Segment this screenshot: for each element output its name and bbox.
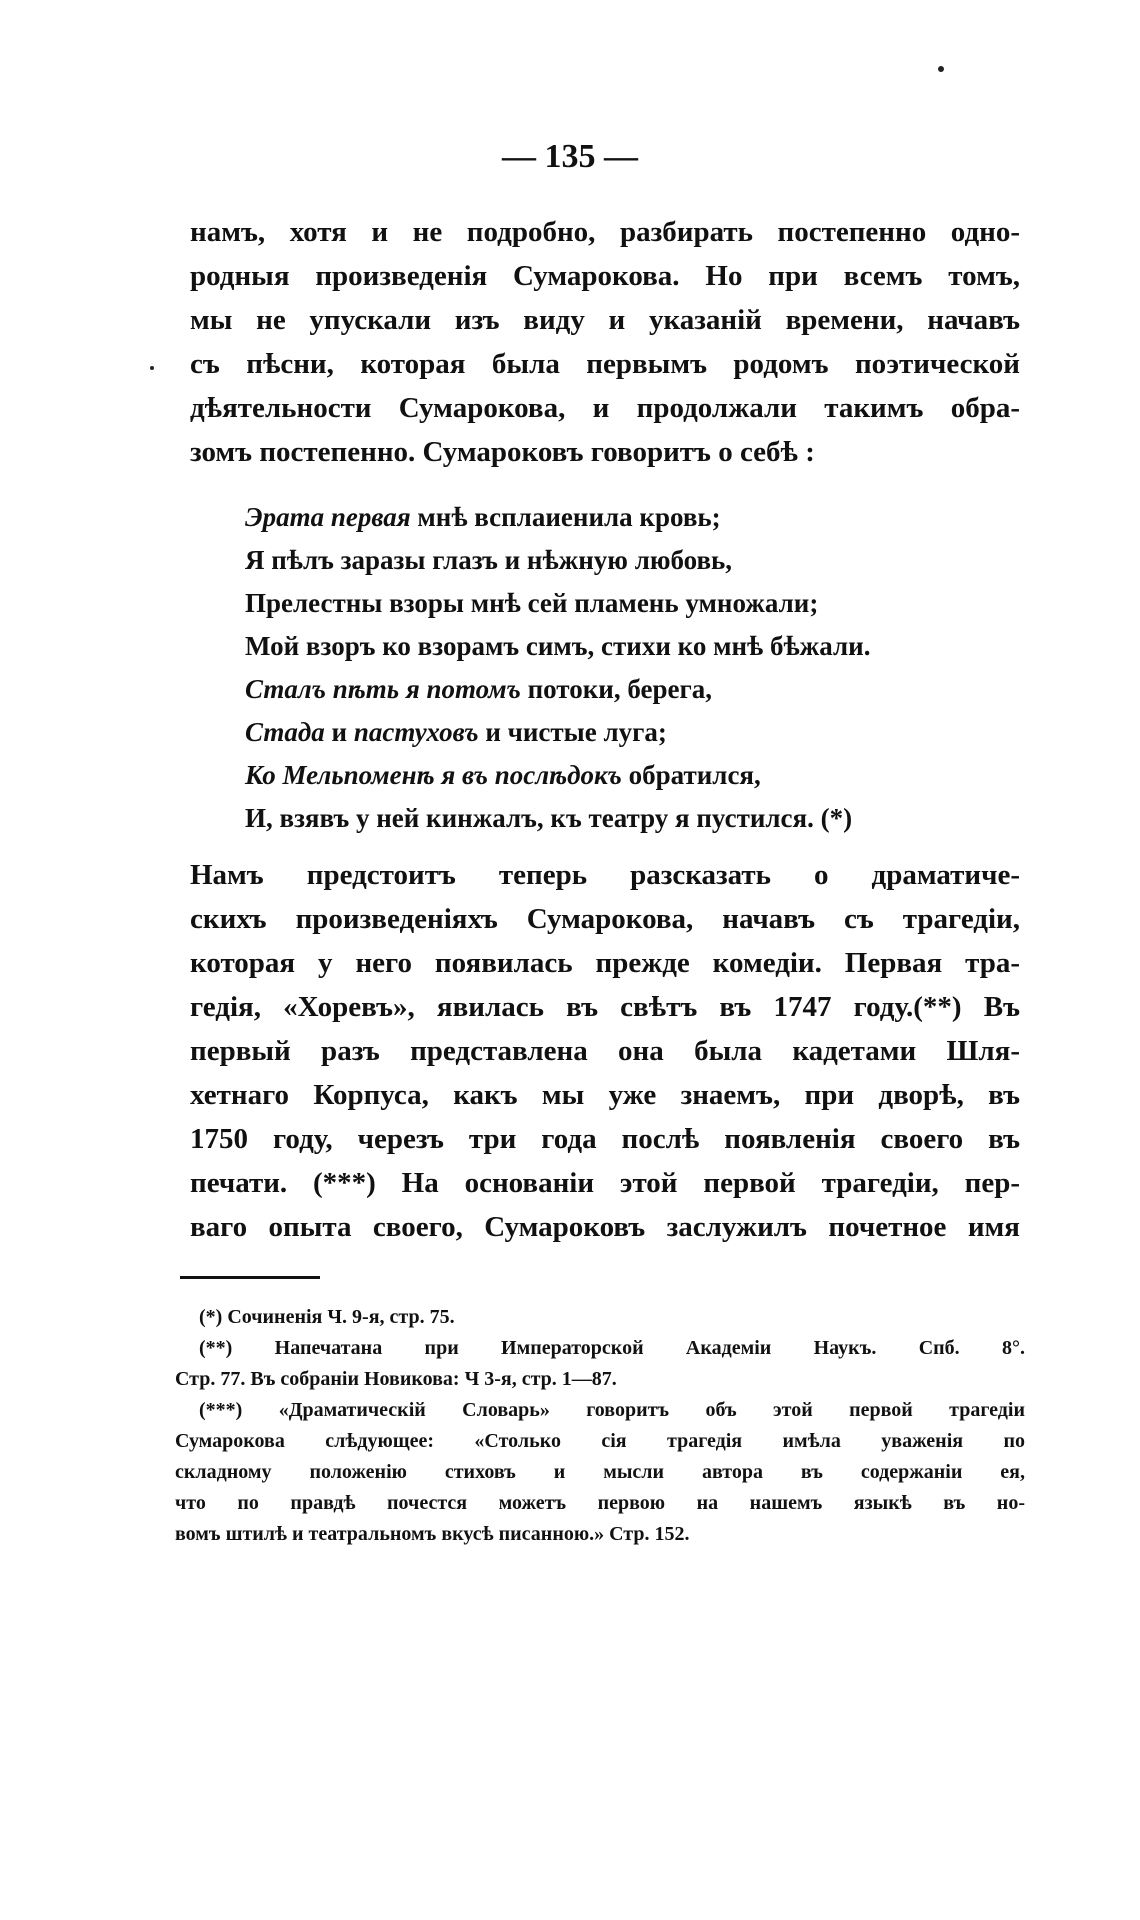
verse-text: Я пѣлъ заразы глазъ и нѣжную любовь, [245, 545, 733, 575]
footnote-line: Сумарокова слѣдующее: «Столько сія трагедія имѣла уваженія по [175, 1430, 1025, 1452]
verse-text: И, взявъ у ней кинжалъ, къ театру я пустился. (*) [245, 803, 853, 833]
verse-line [245, 539, 985, 582]
verse-quote [245, 496, 985, 840]
text-line: намъ, хотя и не подробно, разбирать постепенно одно- [190, 216, 1020, 248]
verse-italic: Эрата первая [245, 502, 411, 532]
text-line: ваго опыта своего, Сумароковъ заслужилъ почетное имя [190, 1211, 1020, 1243]
verse-line [245, 797, 985, 840]
verse-text: обратился, [621, 760, 761, 790]
text-line: родныя произведенія Сумарокова. Но при всемъ томъ, [190, 260, 1020, 292]
footnote-line: (**) Напечатана при Императорской Академіи Наукъ. Спб. 8°. [199, 1337, 1025, 1359]
footnote-line: складному положенію стиховъ и мысли автора въ содержаніи ея, [175, 1461, 1025, 1483]
verse-text: Прелестны взоры мнѣ сей пламень умножали; [245, 588, 819, 618]
footnote-line: (***) «Драматическій Словарь» говоритъ объ этой первой трагедіи [199, 1399, 1025, 1421]
paragraph-1 [190, 210, 1020, 474]
verse-line [245, 754, 985, 797]
text-line: печати. (***) На основаніи этой первой трагедіи, пер- [190, 1167, 1020, 1199]
text-line: которая у него появилась прежде комедіи. Первая тра- [190, 947, 1020, 979]
text-line: зомъ постепенно. Сумароковъ говоритъ о себѣ : [190, 436, 815, 468]
verse-text: и чистые луга; [478, 717, 667, 747]
text-line: скихъ произведеніяхъ Сумарокова, начавъ съ трагедіи, [190, 903, 1020, 935]
footnote-separator [180, 1276, 320, 1279]
text-line: дѣятельности Сумарокова, и продолжали такимъ обра- [190, 392, 1020, 424]
verse-text: Мой взоръ ко взорамъ симъ, стихи ко мнѣ бѣжали. [245, 631, 871, 661]
footnotes [175, 1302, 1025, 1550]
verse-line [245, 496, 985, 539]
text-line: гедія, «Хоревъ», явилась въ свѣтъ въ 1747 году.(**) Въ [190, 991, 1020, 1023]
verse-line [245, 711, 985, 754]
footnote-line: (*) Сочиненія Ч. 9-я, стр. 75. [199, 1306, 455, 1328]
verse-line [245, 668, 985, 711]
text-line: съ пѣсни, которая была первымъ родомъ поэтической [190, 348, 1020, 380]
text-line: мы не упускали изъ виду и указаній времени, начавъ [190, 304, 1020, 336]
verse-italic: Стада [245, 717, 325, 747]
scan-speck [938, 66, 944, 72]
verse-text: и [324, 717, 354, 747]
verse-italic: Сталъ пѣть я потомъ [245, 674, 521, 704]
text-line: первый разъ представлена она была кадетами Шля- [190, 1035, 1020, 1067]
paragraph-2 [190, 853, 1020, 1249]
footnote-line: вомъ штилѣ и театральномъ вкусѣ писанною.» Стр. 152. [175, 1523, 690, 1545]
verse-italic: пастуховъ [353, 717, 479, 747]
text-line: хетнаго Корпуса, какъ мы уже знаемъ, при дворѣ, въ [190, 1079, 1020, 1111]
footnote-line: что по правдѣ почестся можетъ первою на нашемъ языкѣ въ но- [175, 1492, 1025, 1514]
verse-line [245, 625, 985, 668]
scan-speck [150, 366, 154, 370]
text-line: 1750 году, черезъ три года послѣ появленія своего въ [190, 1123, 1020, 1155]
text-line: Намъ предстоитъ теперь разсказать о драматиче- [190, 859, 1020, 891]
verse-line [245, 582, 985, 625]
verse-text: мнѣ всплаиенила кровь; [410, 502, 721, 532]
page-number: — 135 — [502, 138, 638, 175]
verse-text: потоки, берега, [520, 674, 712, 704]
verse-italic: Ко Мельпоменѣ я въ послѣдокъ [245, 760, 622, 790]
footnote-line: Стр. 77. Въ собраніи Новикова: Ч 3-я, стр. 1—87. [175, 1368, 617, 1390]
